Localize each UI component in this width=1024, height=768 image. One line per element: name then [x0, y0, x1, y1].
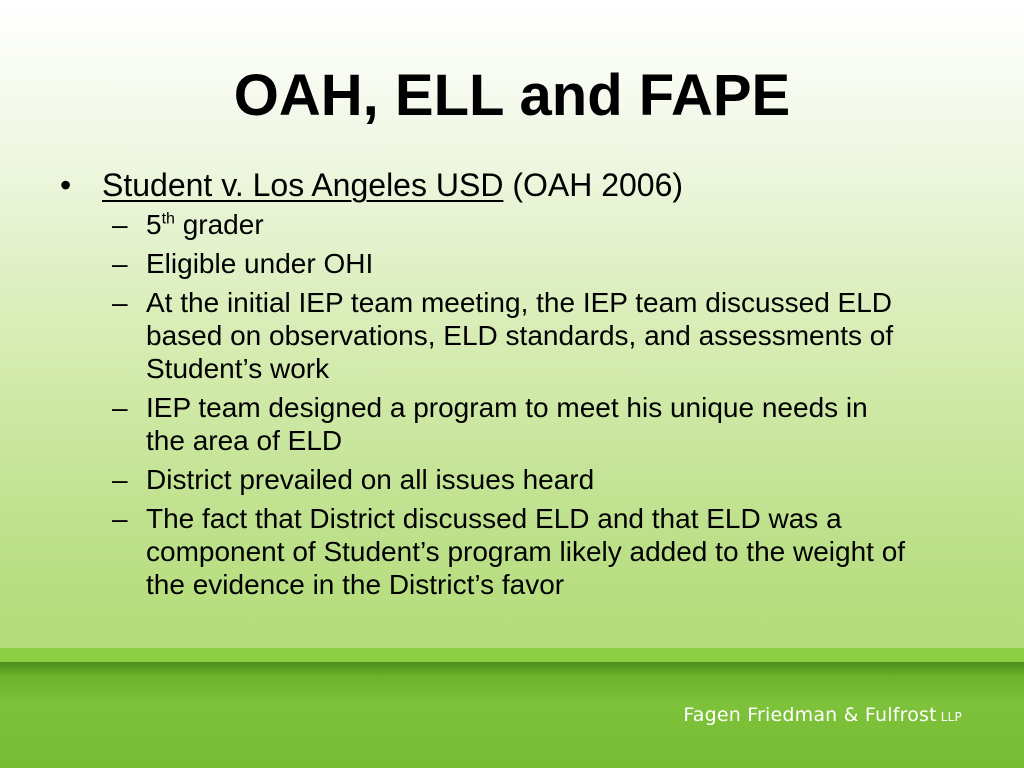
firm-name: Fagen Friedman & Fulfrost [683, 704, 937, 726]
dash-marker: – [112, 287, 128, 318]
dash-marker: – [112, 392, 128, 423]
sub-bullet-item [60, 391, 906, 457]
case-name: Student v. Los Angeles USD [102, 167, 504, 203]
case-citation: (OAH 2006) [503, 167, 684, 203]
ordinal-superscript: th [161, 210, 175, 228]
dash-marker: – [112, 503, 128, 534]
sub-bullet-text: At the initial IEP team meeting, the IEP team discussed ELD based on observations, ELD standards, and assessments of Student’s work [146, 287, 894, 384]
sub-bullet-item [60, 502, 906, 601]
bullet-marker: • [60, 167, 72, 203]
dash-marker: – [112, 464, 128, 495]
firm-logo-text [683, 704, 962, 726]
sub-bullet-text: Eligible under OHI [146, 248, 374, 279]
sub-bullet-text: 5 [146, 209, 162, 240]
slide-content [60, 166, 960, 607]
sub-bullet-item [60, 286, 906, 385]
sub-bullet-list [60, 208, 960, 601]
sub-bullet-item [60, 247, 906, 280]
dash-marker: – [112, 248, 128, 279]
sub-bullet-text-rest: grader [174, 209, 264, 240]
bullet-item-case [60, 166, 960, 204]
sub-bullet-item [60, 208, 906, 241]
firm-suffix: LLP [940, 710, 962, 724]
sub-bullet-text: District prevailed on all issues heard [146, 464, 595, 495]
footer-accent-stripe [0, 648, 1024, 662]
sub-bullet-text: The fact that District discussed ELD and that ELD was a component of Student’s program likely added to the weight of the evidence in the District’s favor [146, 503, 906, 600]
dash-marker: – [112, 209, 128, 240]
sub-bullet-item [60, 463, 906, 496]
slide-title: OAH, ELL and FAPE [233, 63, 791, 128]
sub-bullet-text: IEP team designed a program to meet his unique needs in the area of ELD [146, 392, 868, 456]
